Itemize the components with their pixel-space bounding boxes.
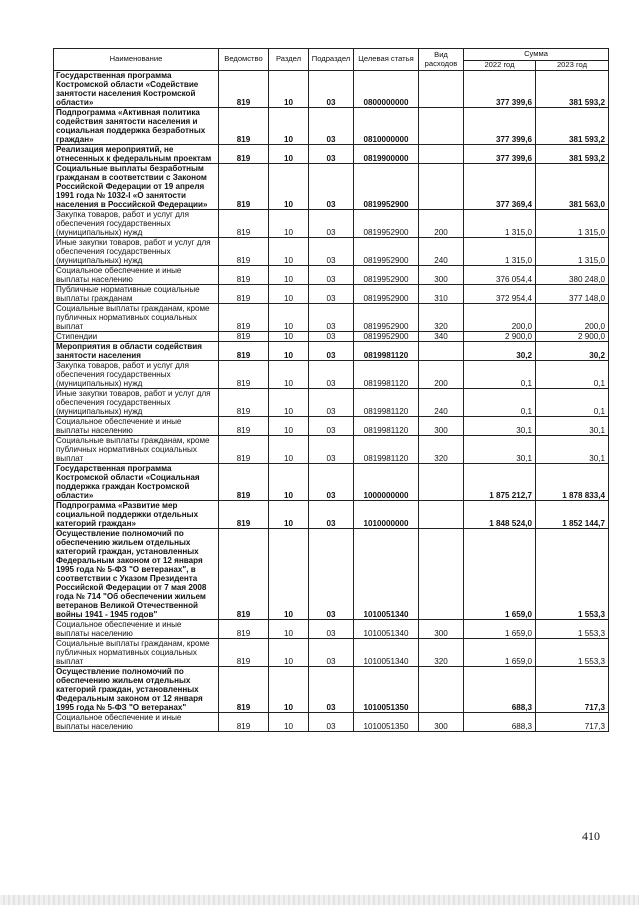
row-dept: 819 — [219, 285, 269, 304]
row-sum-2023: 1 852 144,7 — [536, 501, 609, 529]
row-name: Социальные выплаты гражданам, кроме публичных нормативных социальных выплат — [54, 639, 219, 667]
row-section: 10 — [269, 210, 309, 238]
row-target: 0819981120 — [354, 436, 419, 464]
table-row — [54, 361, 609, 389]
header-subsection: Подраздел — [309, 49, 354, 71]
row-sum-2023: 1 878 833,4 — [536, 464, 609, 501]
row-name: Публичные нормативные социальные выплаты гражданам — [54, 285, 219, 304]
row-sum-2022: 0,1 — [464, 389, 536, 417]
row-sum-2022: 1 848 524,0 — [464, 501, 536, 529]
row-section: 10 — [269, 620, 309, 639]
header-kind: Вид расходов — [419, 49, 464, 71]
header-section: Раздел — [269, 49, 309, 71]
table-row — [54, 713, 609, 732]
row-kind: 340 — [419, 332, 464, 342]
table-row — [54, 529, 609, 620]
row-section: 10 — [269, 417, 309, 436]
table-row — [54, 639, 609, 667]
row-sum-2023: 381 593,2 — [536, 108, 609, 145]
row-section: 10 — [269, 436, 309, 464]
row-kind — [419, 71, 464, 108]
row-section: 10 — [269, 501, 309, 529]
row-sum-2022: 688,3 — [464, 713, 536, 732]
row-kind: 320 — [419, 304, 464, 332]
row-subsection: 03 — [309, 639, 354, 667]
row-subsection: 03 — [309, 238, 354, 266]
table-row — [54, 145, 609, 164]
row-dept: 819 — [219, 713, 269, 732]
row-section: 10 — [269, 71, 309, 108]
table-row — [54, 285, 609, 304]
row-section: 10 — [269, 266, 309, 285]
row-sum-2023: 200,0 — [536, 304, 609, 332]
row-kind: 240 — [419, 389, 464, 417]
row-target: 0819981120 — [354, 417, 419, 436]
row-sum-2022: 1 315,0 — [464, 238, 536, 266]
row-sum-2022: 1 875 212,7 — [464, 464, 536, 501]
row-kind — [419, 108, 464, 145]
row-target: 0819900000 — [354, 145, 419, 164]
row-section: 10 — [269, 389, 309, 417]
row-dept: 819 — [219, 332, 269, 342]
row-name: Социальное обеспечение и иные выплаты населению — [54, 266, 219, 285]
row-kind: 300 — [419, 713, 464, 732]
row-name: Реализация мероприятий, не отнесенных к федеральным проектам — [54, 145, 219, 164]
row-subsection: 03 — [309, 342, 354, 361]
row-sum-2023: 0,1 — [536, 361, 609, 389]
row-subsection: 03 — [309, 285, 354, 304]
row-name: Социальное обеспечение и иные выплаты населению — [54, 620, 219, 639]
row-target: 0819981120 — [354, 342, 419, 361]
row-section: 10 — [269, 285, 309, 304]
table-body — [54, 71, 609, 732]
row-kind: 310 — [419, 285, 464, 304]
row-section: 10 — [269, 667, 309, 713]
row-name: Мероприятия в области содействия занятости населения — [54, 342, 219, 361]
row-subsection: 03 — [309, 108, 354, 145]
header-name: Наименование — [54, 49, 219, 71]
table-row — [54, 436, 609, 464]
row-name: Иные закупки товаров, работ и услуг для обеспечения государственных (муниципальных) нужд — [54, 238, 219, 266]
row-name: Подпрограмма «Активная политика содействия занятости населения и социальная поддержка безработных граждан» — [54, 108, 219, 145]
table-row — [54, 210, 609, 238]
row-sum-2022: 1 659,0 — [464, 639, 536, 667]
row-section: 10 — [269, 464, 309, 501]
row-sum-2022: 688,3 — [464, 667, 536, 713]
row-sum-2022: 377 369,4 — [464, 164, 536, 210]
table-row — [54, 417, 609, 436]
row-name: Осуществление полномочий по обеспечению жильем отдельных категорий граждан, установленных Федеральным законом от 12 января 1995 года № 5-ФЗ "О ветеранах", в соответствии с Указом Президента Российской Федерации от 7 мая 2008 года № 714 "Об обеспечении жильем ветеранов Великой Отечественной войны 1941 - 1945 годов" — [54, 529, 219, 620]
row-target: 1010051350 — [354, 713, 419, 732]
row-subsection: 03 — [309, 332, 354, 342]
row-target: 1010051340 — [354, 639, 419, 667]
page-number: 410 — [582, 829, 600, 843]
row-target: 0800000000 — [354, 71, 419, 108]
row-sum-2022: 30,1 — [464, 436, 536, 464]
row-target: 0819952900 — [354, 164, 419, 210]
row-sum-2022: 30,1 — [464, 417, 536, 436]
row-subsection: 03 — [309, 417, 354, 436]
table-row — [54, 304, 609, 332]
row-name: Государственная программа Костромской области «Содействие занятости населения Костромской области» — [54, 71, 219, 108]
row-kind: 300 — [419, 417, 464, 436]
row-sum-2023: 30,2 — [536, 342, 609, 361]
table-row — [54, 71, 609, 108]
row-kind — [419, 667, 464, 713]
row-name: Осуществление полномочий по обеспечению жильем отдельных категорий граждан, установленных Федеральным законом от 12 января 1995 года № 5-ФЗ "О ветеранах" — [54, 667, 219, 713]
row-subsection: 03 — [309, 620, 354, 639]
table-row — [54, 332, 609, 342]
row-subsection: 03 — [309, 713, 354, 732]
table-row — [54, 342, 609, 361]
row-sum-2022: 372 954,4 — [464, 285, 536, 304]
row-sum-2023: 381 593,2 — [536, 71, 609, 108]
row-subsection: 03 — [309, 361, 354, 389]
row-dept: 819 — [219, 464, 269, 501]
row-sum-2023: 1 553,3 — [536, 620, 609, 639]
row-dept: 819 — [219, 108, 269, 145]
budget-table — [53, 48, 609, 732]
row-sum-2023: 1 553,3 — [536, 529, 609, 620]
row-section: 10 — [269, 304, 309, 332]
row-sum-2023: 717,3 — [536, 667, 609, 713]
row-target: 0819952900 — [354, 238, 419, 266]
table-row — [54, 464, 609, 501]
row-sum-2023: 377 148,0 — [536, 285, 609, 304]
row-dept: 819 — [219, 266, 269, 285]
header-target: Целевая статья — [354, 49, 419, 71]
row-name: Закупка товаров, работ и услуг для обеспечения государственных (муниципальных) нужд — [54, 361, 219, 389]
row-sum-2022: 1 659,0 — [464, 529, 536, 620]
row-sum-2022: 376 054,4 — [464, 266, 536, 285]
row-name: Подпрограмма «Развитие мер социальной поддержки отдельных категорий граждан» — [54, 501, 219, 529]
row-kind: 320 — [419, 639, 464, 667]
row-kind — [419, 145, 464, 164]
row-target: 1010051340 — [354, 620, 419, 639]
row-subsection: 03 — [309, 71, 354, 108]
row-subsection: 03 — [309, 529, 354, 620]
table-row — [54, 266, 609, 285]
row-dept: 819 — [219, 436, 269, 464]
table-row — [54, 164, 609, 210]
row-sum-2022: 200,0 — [464, 304, 536, 332]
row-sum-2022: 1 659,0 — [464, 620, 536, 639]
row-target: 0810000000 — [354, 108, 419, 145]
row-dept: 819 — [219, 529, 269, 620]
row-name: Социальные выплаты гражданам, кроме публичных нормативных социальных выплат — [54, 304, 219, 332]
row-sum-2023: 381 593,2 — [536, 145, 609, 164]
header-dept: Ведомство — [219, 49, 269, 71]
row-kind — [419, 529, 464, 620]
row-dept: 819 — [219, 639, 269, 667]
row-kind — [419, 164, 464, 210]
row-target: 0819952900 — [354, 210, 419, 238]
row-section: 10 — [269, 238, 309, 266]
row-sum-2022: 377 399,6 — [464, 145, 536, 164]
row-subsection: 03 — [309, 164, 354, 210]
row-dept: 819 — [219, 304, 269, 332]
row-dept: 819 — [219, 210, 269, 238]
table-row — [54, 238, 609, 266]
scan-edge-strip — [0, 895, 639, 905]
row-sum-2023: 381 563,0 — [536, 164, 609, 210]
row-dept: 819 — [219, 389, 269, 417]
row-target: 0819952900 — [354, 332, 419, 342]
row-name: Государственная программа Костромской области «Социальная поддержка граждан Костромской области» — [54, 464, 219, 501]
row-target: 0819952900 — [354, 304, 419, 332]
table-row — [54, 501, 609, 529]
row-sum-2022: 1 315,0 — [464, 210, 536, 238]
row-subsection: 03 — [309, 304, 354, 332]
header-sum: Сумма — [464, 49, 609, 61]
row-dept: 819 — [219, 667, 269, 713]
row-target: 0819952900 — [354, 266, 419, 285]
row-subsection: 03 — [309, 145, 354, 164]
row-sum-2023: 30,1 — [536, 417, 609, 436]
row-kind — [419, 464, 464, 501]
row-kind: 300 — [419, 620, 464, 639]
row-sum-2023: 380 248,0 — [536, 266, 609, 285]
row-section: 10 — [269, 361, 309, 389]
row-kind: 240 — [419, 238, 464, 266]
row-section: 10 — [269, 108, 309, 145]
row-target: 1010051350 — [354, 667, 419, 713]
row-target: 1010000000 — [354, 501, 419, 529]
row-sum-2023: 30,1 — [536, 436, 609, 464]
row-target: 1000000000 — [354, 464, 419, 501]
row-dept: 819 — [219, 164, 269, 210]
row-sum-2023: 0,1 — [536, 389, 609, 417]
table-row — [54, 620, 609, 639]
row-subsection: 03 — [309, 266, 354, 285]
row-name: Стипендии — [54, 332, 219, 342]
row-kind: 300 — [419, 266, 464, 285]
row-sum-2022: 0,1 — [464, 361, 536, 389]
row-section: 10 — [269, 713, 309, 732]
row-target: 0819981120 — [354, 361, 419, 389]
row-target: 1010051340 — [354, 529, 419, 620]
table-row — [54, 667, 609, 713]
row-target: 0819952900 — [354, 285, 419, 304]
row-sum-2022: 377 399,6 — [464, 71, 536, 108]
row-section: 10 — [269, 529, 309, 620]
row-sum-2023: 1 315,0 — [536, 238, 609, 266]
row-kind — [419, 342, 464, 361]
row-section: 10 — [269, 639, 309, 667]
row-dept: 819 — [219, 145, 269, 164]
row-dept: 819 — [219, 501, 269, 529]
table-row — [54, 108, 609, 145]
header-2023: 2023 год — [536, 61, 609, 71]
row-name: Иные закупки товаров, работ и услуг для обеспечения государственных (муниципальных) нужд — [54, 389, 219, 417]
row-subsection: 03 — [309, 501, 354, 529]
row-sum-2022: 377 399,6 — [464, 108, 536, 145]
row-sum-2022: 2 900,0 — [464, 332, 536, 342]
row-name: Социальные выплаты безработным гражданам в соответствии с Законом Российской Федерации от 19 апреля 1991 года № 1032-I «О занятости населения в Российской Федерации» — [54, 164, 219, 210]
row-dept: 819 — [219, 238, 269, 266]
table-row — [54, 389, 609, 417]
row-dept: 819 — [219, 417, 269, 436]
header-2022: 2022 год — [464, 61, 536, 71]
row-section: 10 — [269, 332, 309, 342]
row-name: Социальное обеспечение и иные выплаты населению — [54, 713, 219, 732]
row-subsection: 03 — [309, 667, 354, 713]
row-name: Социальное обеспечение и иные выплаты населению — [54, 417, 219, 436]
row-section: 10 — [269, 145, 309, 164]
row-subsection: 03 — [309, 210, 354, 238]
row-sum-2023: 2 900,0 — [536, 332, 609, 342]
row-dept: 819 — [219, 71, 269, 108]
row-section: 10 — [269, 342, 309, 361]
row-section: 10 — [269, 164, 309, 210]
row-name: Закупка товаров, работ и услуг для обеспечения государственных (муниципальных) нужд — [54, 210, 219, 238]
row-dept: 819 — [219, 620, 269, 639]
row-target: 0819981120 — [354, 389, 419, 417]
row-sum-2023: 717,3 — [536, 713, 609, 732]
row-sum-2022: 30,2 — [464, 342, 536, 361]
row-kind — [419, 501, 464, 529]
row-name: Социальные выплаты гражданам, кроме публичных нормативных социальных выплат — [54, 436, 219, 464]
row-kind: 200 — [419, 361, 464, 389]
row-dept: 819 — [219, 361, 269, 389]
row-kind: 200 — [419, 210, 464, 238]
row-sum-2023: 1 315,0 — [536, 210, 609, 238]
row-subsection: 03 — [309, 436, 354, 464]
row-dept: 819 — [219, 342, 269, 361]
row-sum-2023: 1 553,3 — [536, 639, 609, 667]
row-subsection: 03 — [309, 389, 354, 417]
row-kind: 320 — [419, 436, 464, 464]
row-subsection: 03 — [309, 464, 354, 501]
